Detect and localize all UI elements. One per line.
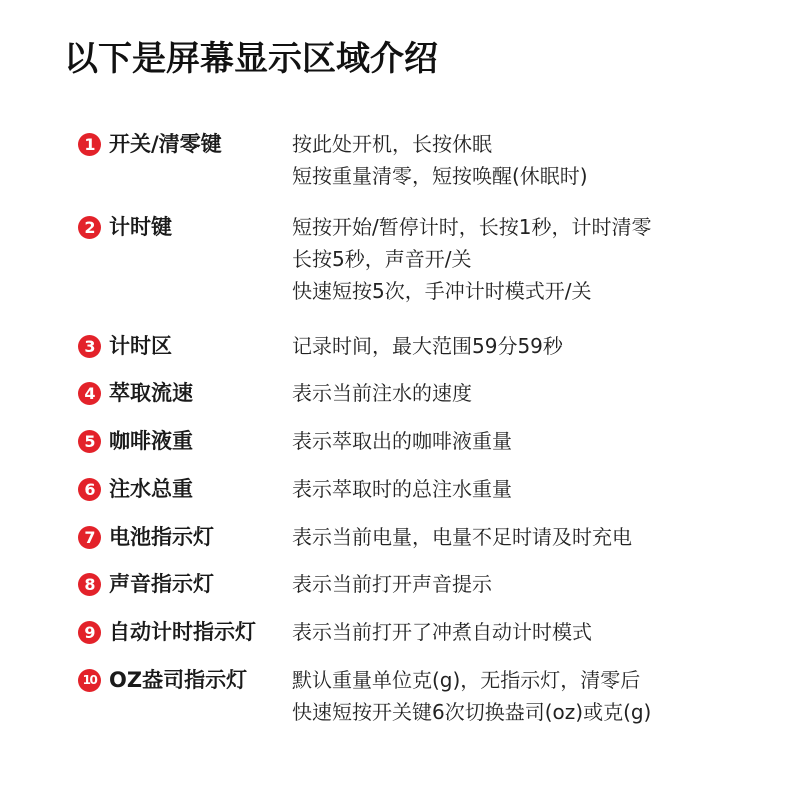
- list-item-total-water: [78, 473, 778, 505]
- item-name: 咖啡液重: [109, 429, 193, 453]
- number-badge: 2: [78, 216, 101, 239]
- list-item-timer-key: [78, 211, 778, 307]
- list-item-battery-indicator: [78, 521, 778, 553]
- item-name: OZ盎司指示灯: [109, 668, 248, 692]
- description-line: 表示萃取出的咖啡液重量: [292, 429, 512, 453]
- description-line: 按此处开机，长按休眠: [292, 132, 492, 156]
- item-head: [78, 568, 292, 600]
- list-item-oz-indicator: [78, 664, 778, 728]
- item-name: 自动计时指示灯: [109, 620, 256, 644]
- item-description: [292, 211, 651, 307]
- description-line: 快速短按开关键6次切换盎司(oz)或克(g): [292, 700, 652, 724]
- item-head: [78, 425, 292, 457]
- item-name: 计时区: [109, 334, 172, 358]
- item-name: 开关/清零键: [109, 132, 222, 156]
- description-line: 长按5秒，声音开/关: [292, 247, 472, 271]
- number-badge: 7: [78, 526, 101, 549]
- number-badge: 3: [78, 335, 101, 358]
- number-badge: 5: [78, 430, 101, 453]
- list-item-timer-area: [78, 330, 778, 362]
- description-line: 表示当前打开声音提示: [292, 572, 492, 596]
- number-badge: 1: [78, 133, 101, 156]
- description-line: 短按重量清零，短按唤醒(休眠时): [292, 164, 588, 188]
- number-badge: 6: [78, 478, 101, 501]
- item-description: [292, 616, 592, 648]
- number-badge: 8: [78, 573, 101, 596]
- item-description: [292, 473, 512, 505]
- item-head: [78, 664, 292, 696]
- item-description: [292, 377, 472, 409]
- list-item-power-tare-key: [78, 128, 778, 192]
- item-head: [78, 616, 292, 648]
- page-title: 以下是屏幕显示区域介绍: [64, 39, 438, 79]
- item-description: [292, 330, 563, 362]
- list-item-coffee-weight: [78, 425, 778, 457]
- description-line: 默认重量单位克(g)，无指示灯，清零后: [292, 668, 641, 692]
- description-line: 表示萃取时的总注水重量: [292, 477, 512, 501]
- item-head: [78, 330, 292, 362]
- item-description: [292, 664, 651, 728]
- item-name: 声音指示灯: [109, 572, 214, 596]
- description-line: 短按开始/暂停计时，长按1秒，计时清零: [292, 215, 652, 239]
- description-line: 表示当前注水的速度: [292, 381, 472, 405]
- item-description: [292, 521, 632, 553]
- item-head: [78, 521, 292, 553]
- item-name: 萃取流速: [109, 381, 193, 405]
- number-badge: 4: [78, 382, 101, 405]
- item-description: [292, 568, 492, 600]
- description-line: 快速短按5次，手冲计时模式开/关: [292, 279, 592, 303]
- list-item-auto-timer-indicator: [78, 616, 778, 648]
- description-line: 表示当前电量，电量不足时请及时充电: [292, 525, 632, 549]
- number-badge: 10: [78, 669, 101, 692]
- item-head: [78, 377, 292, 409]
- item-head: [78, 473, 292, 505]
- item-name: 注水总重: [109, 477, 193, 501]
- item-description: [292, 128, 588, 192]
- number-badge: 9: [78, 621, 101, 644]
- item-head: [78, 128, 292, 160]
- description-line: 表示当前打开了冲煮自动计时模式: [292, 620, 592, 644]
- item-name: 电池指示灯: [109, 525, 214, 549]
- description-line: 记录时间，最大范围59分59秒: [292, 334, 563, 358]
- item-name: 计时键: [109, 215, 172, 239]
- item-head: [78, 211, 292, 243]
- list-item-sound-indicator: [78, 568, 778, 600]
- list-item-flow-rate: [78, 377, 778, 409]
- item-description: [292, 425, 512, 457]
